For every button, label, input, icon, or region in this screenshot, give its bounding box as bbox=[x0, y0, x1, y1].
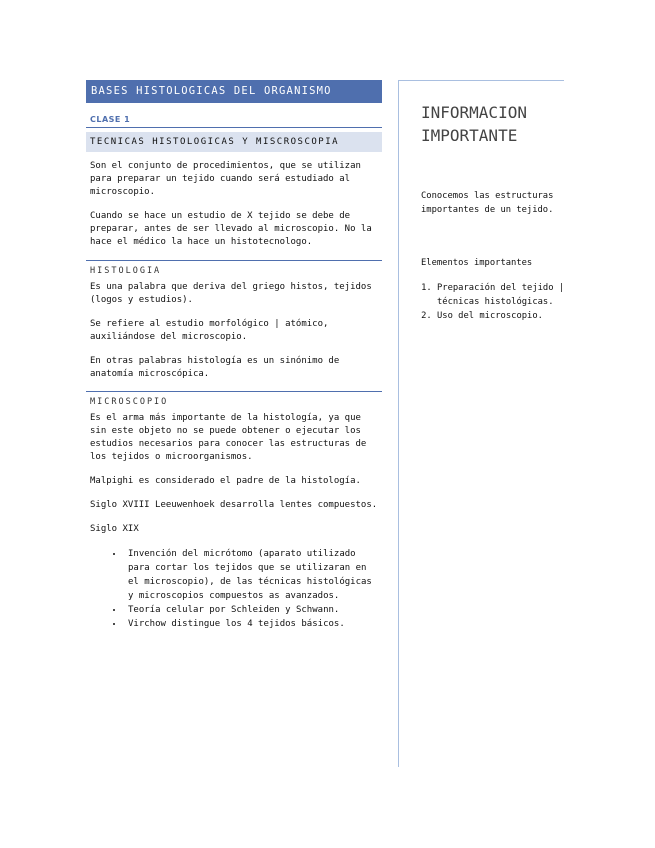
histologia-heading: HISTOLOGIA bbox=[90, 266, 162, 276]
sidebar-title-line-1: INFORMACION bbox=[421, 103, 527, 122]
microscopio-paragraph-4: Siglo XIX bbox=[90, 524, 139, 534]
microscopio-paragraph-3: Siglo XVIII Leeuwenhoek desarrolla lentes compuestos. bbox=[90, 500, 378, 510]
section-subtitle: TECNICAS HISTOLOGICAS Y MISCROSCOPIA bbox=[86, 132, 382, 152]
list-item: • Virchow distingue los 4 tejidos básicos. bbox=[124, 617, 382, 631]
histologia-paragraph-3: En otras palabras histología es un sinónimo de anatomía microscópica. bbox=[90, 356, 340, 379]
histologia-paragraph-1: Es una palabra que deriva del griego histos, tejidos (logos y estudios). bbox=[90, 282, 372, 305]
microscopio-paragraph-1: Es el arma más importante de la histología, ya que sin este objeto no se puede obtener o ejecutar los estudios necesarios para conocer las estructuras de los tejidos o microorganismos. bbox=[90, 413, 367, 462]
microscopio-divider bbox=[86, 391, 382, 392]
sidebar bbox=[398, 80, 564, 767]
sidebar-text-2: Elementos importantes bbox=[421, 258, 533, 268]
sidebar-text-1: Conocemos las estructuras importantes de un tejido. bbox=[421, 191, 554, 215]
class-label: CLASE 1 bbox=[90, 115, 131, 124]
microscopio-heading: MICROSCOPIO bbox=[90, 397, 169, 407]
sidebar-list bbox=[399, 281, 565, 323]
sidebar-list-container bbox=[399, 281, 565, 323]
list-item: 1. Preparación del tejido | técnicas histológicas. bbox=[437, 281, 565, 309]
microscopio-paragraph-2: Malpighi es considerado el padre de la histología. bbox=[90, 476, 361, 486]
main-column bbox=[86, 80, 382, 631]
list-item: 2. Uso del microscopio. bbox=[437, 309, 565, 323]
histologia-paragraph-2: Se refiere al estudio morfológico | atómico, auxiliándose del microscopio. bbox=[90, 319, 329, 342]
intro-paragraph-2: Cuando se hace un estudio de X tejido se debe de preparar, antes de ser llevado al microscopio. No la hace el médico la hace un histotecnologo. bbox=[90, 211, 372, 247]
sidebar-title-line-2: IMPORTANTE bbox=[421, 126, 518, 145]
intro-paragraph-1: Son el conjunto de procedimientos, que se utilizan para preparar un tejido cuando será estudiado al microscopio. bbox=[90, 161, 361, 197]
histologia-divider bbox=[86, 260, 382, 261]
class-divider bbox=[86, 127, 382, 128]
document-title: BASES HISTOLOGICAS DEL ORGANISMO bbox=[86, 80, 382, 103]
siglo-xix-list bbox=[86, 547, 382, 631]
sidebar-title bbox=[421, 101, 527, 147]
list-item: • Invención del micrótomo (aparato utilizado para cortar los tejidos que se utilizaran en el microscopio), de las técnicas histológicas y microscopios compuestos as avanzados. bbox=[124, 547, 382, 603]
list-item: • Teoría celular por Schleiden y Schwann. bbox=[124, 603, 382, 617]
